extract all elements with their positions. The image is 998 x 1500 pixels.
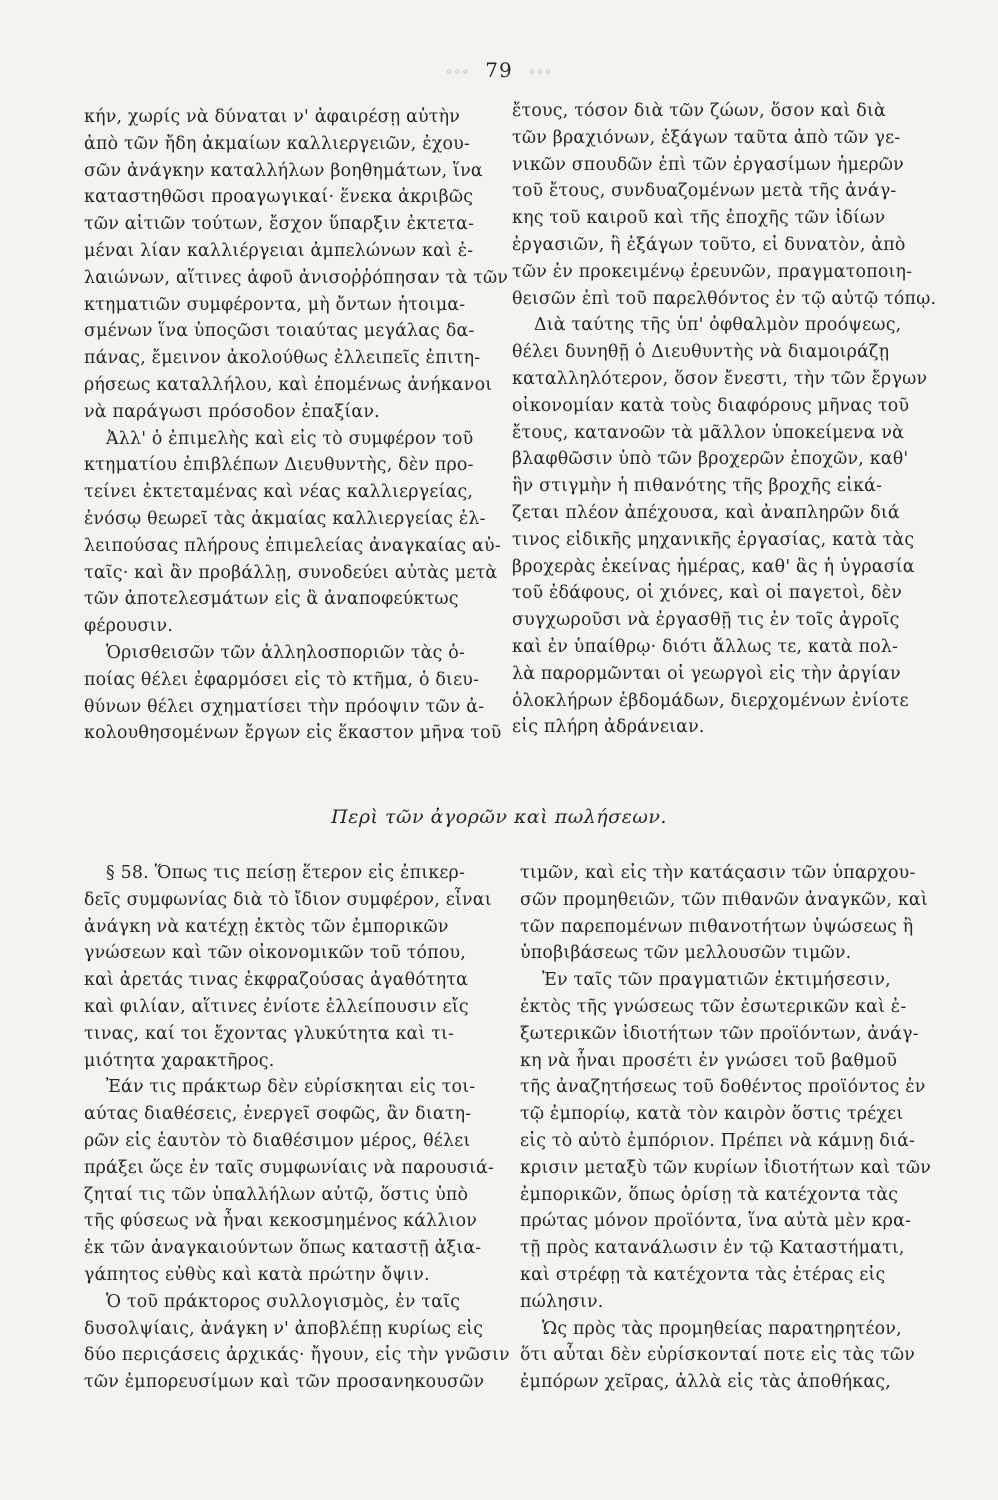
text-line: ἐργασιῶν, ἢ ἐξάγων τοῦτο, εἰ δυνατὸν, ἀπὸ <box>512 234 906 255</box>
text-line: τῶν παρεπομένων πιθανοτήτων ὑψώσεως ἢ <box>520 916 914 937</box>
text-line: σμένων ἵνα ὑποςῶσι τοιαύτας μεγάλας δα- <box>84 321 475 342</box>
page-number-value: 79 <box>485 58 513 82</box>
text-line: ζηταί τις τῶν ὑπαλλήλων αὐτῷ, ὅστις ὑπὸ <box>84 1184 469 1205</box>
text-line: ἀπὸ τῶν ἤδη ἀκμαίων καλλιεργειῶν, ἐχου- <box>84 133 470 154</box>
text-line: ἐμπορικῶν, ὅπως ὁρίσῃ τὰ κατέχοντα τὰς <box>520 1184 899 1205</box>
text-line: καὶ ἀρετάς τινας ἐκφραζούσας ἀγαθότητα <box>84 970 469 991</box>
text-line: μιότητα χαρακτῆρος. <box>84 1050 275 1071</box>
text-line: νικῶν σπουδῶν ἐπὶ τῶν ἐργασίμων ἡμερῶν <box>512 154 904 175</box>
text-line: λαιώνων, αἵτινες ἀφοῦ ἀνισοῤῥόπησαν τὰ τῶν <box>84 267 509 288</box>
text-line: καταστηθῶσι προαγωγικαί· ἕνεκα ἀκριβῶς <box>84 187 474 208</box>
text-line: πρώτας μόνον προϊόντα, ἵνα αὐτὰ μὲν κρα- <box>520 1211 912 1232</box>
text-line: τῆς φύσεως νὰ ἦναι κεκοσμημένος κάλλιον <box>84 1211 478 1232</box>
text-line: τοῦ ἔτους, συνδυαζομένων μετὰ τῆς ἀνάγ- <box>512 181 897 202</box>
text-line: Ὡς πρὸς τὰς προμηθείας παρατηρητέον, <box>542 1318 902 1339</box>
ornament-right-icon: ◦◦◦ <box>528 64 553 79</box>
text-line: Ὁρισθεισῶν τῶν ἀλληλοσποριῶν τὰς ὁ- <box>106 642 465 663</box>
text-line: τοῦ ἐδάφους, οἱ χιόνες, καὶ οἱ παγετοὶ, δὲν <box>512 583 903 604</box>
text-line: εἰς τὸ αὐτὸ ἐμπόριον. Πρέπει νὰ κάμνῃ διά- <box>520 1130 916 1151</box>
text-line: Ἐν ταῖς τῶν πραγματιῶν ἐκτιμήσεσιν, <box>542 970 891 991</box>
text-line: κήν, χωρίς νὰ δύναται ν' ἀφαιρέσῃ αὐτὴν <box>84 107 461 127</box>
text-line: τῆς ἀναζητήσεως τοῦ δοθέντος προϊόντος ἐν <box>520 1077 926 1098</box>
text-line: καὶ στρέφῃ τὰ κατέχοντα τὰς ἑτέρας εἰς <box>520 1264 886 1285</box>
text-line: συγχωροῦσι νὰ ἐργασθῇ τις ἐν τοῖς ἀγροῖς <box>512 610 900 631</box>
text-line: θεισῶν ἐπὶ τοῦ παρελθόντος ἐν τῷ αὐτῷ τόπῳ. <box>512 288 937 309</box>
text-line: βροχερὰς ἐκείνας ἡμέρας, καθ' ἃς ἡ ὑγρασία <box>512 556 915 577</box>
text-line: μέναι λίαν καλλιέργειαι ἀμπελώνων καὶ ἐ- <box>84 240 474 261</box>
text-line: σῶν ἀνάγκην καταλλήλων βοηθημάτων, ἵνα <box>84 160 483 181</box>
text-line: τινος εἰδικῆς μηχανικῆς ἐργασίας, κατὰ τὰς <box>512 529 915 550</box>
text-line: κολουθησομένων ἔργων εἰς ἕκαστον μῆνα τοῦ <box>84 723 502 744</box>
text-line: ἐκτὸς τῆς γνώσεως τῶν ἐσωτερικῶν καὶ ἐ- <box>520 996 907 1017</box>
text-line: ρήσεως καταλλήλου, καὶ ἐπομένως ἀνήκανοι <box>84 374 493 395</box>
bottom-left-column <box>84 860 510 1396</box>
text-line: γνώσεων καὶ τῶν οἰκονομικῶν τοῦ τόπου, <box>84 943 466 964</box>
text-line: τῇ πρὸς κατανάλωσιν ἐν τῷ Καταστήματι, <box>520 1238 905 1259</box>
text-line: ποίας θέλει ἐφαρμόσει εἰς τὸ κτῆμα, ὁ διευ- <box>84 669 480 690</box>
text-line: δύο περιςάσεις ἀρχικάς· ἤγουν, εἰς τὴν γνῶσιν <box>84 1345 510 1366</box>
top-left-column <box>84 104 509 747</box>
bottom-right-column <box>520 860 950 1396</box>
text-line: τῶν ἐμπορευσίμων καὶ τῶν προσανηκουσῶν <box>84 1372 485 1393</box>
text-line: αύτας διαθέσεις, ἐνεργεῖ σοφῶς, ἂν διατη- <box>84 1104 472 1125</box>
text-line: ἐκ τῶν ἀναγκαιούντων ὅπως καταστῇ ἀξια- <box>84 1238 482 1259</box>
text-line: καταλληλότερον, ὅσον ἔνεστι, τὴν τῶν ἔργων <box>512 368 928 389</box>
text-line: Διὰ ταύτης τῆς ὑπ' ὀφθαλμὸν προόψεως, <box>534 315 902 336</box>
text-line: ὅτι αὗται δὲν εὑρίσκονταί ποτε εἰς τὰς τῶν <box>520 1345 916 1366</box>
text-line: Ἐάν τις πράκτωρ δὲν εὑρίσκηται εἰς τοι- <box>106 1077 476 1098</box>
text-line: ἐμπόρων χεῖρας, ἀλλὰ εἰς τὰς ἀποθήκας, <box>520 1372 891 1393</box>
text-line: βλαφθῶσιν ὑπὸ τῶν βροχερῶν ἐποχῶν, καθ' <box>512 449 909 470</box>
text-line: καὶ ἐν ὑπαίθρῳ· διότι ἄλλως τε, κατὰ πολ- <box>512 636 899 657</box>
text-line: Ἀλλ' ὁ ἐπιμελὴς καὶ εἰς τὸ συμφέρον τοῦ <box>106 428 474 449</box>
text-line: δυσολψίαις, ἀνάγκη ν' ἀποβλέπῃ κυρίως εἰς <box>84 1318 484 1339</box>
text-line: θέλει δυνηθῇ ὁ Διευθυντὴς νὰ διαμοιράζῃ <box>512 342 890 363</box>
text-line: λὰ παρορμῶνται οἱ γεωργοὶ εἰς τὴν ἀργίαν <box>512 663 901 684</box>
text-line: οἰκονομίαν κατὰ τοὺς διαφόρους μῆνας τοῦ <box>512 395 910 416</box>
ornament-left-icon: ◦◦◦ <box>445 64 470 79</box>
text-line: ἀνάγκη νὰ κατέχῃ ἐκτὸς τῶν ἐμπορικῶν <box>84 916 449 937</box>
text-line: ταῖς· καὶ ἂν προβάλλῃ, συνοδεύει αὐτὰς μετὰ <box>84 562 498 583</box>
page-number <box>0 58 998 82</box>
text-line: ρῶν εἰς ἑαυτὸν τὸ διαθέσιμον μέρος, θέλει <box>84 1130 471 1151</box>
text-line: πάνας, ἔμεινον ἀκολούθως ἐλλειπεῖς ἐπιτη- <box>84 348 481 369</box>
text-line: τῷ ἐμπορίῳ, κατὰ τὸν καιρὸν ὅστις τρέχει <box>520 1104 904 1125</box>
text-line: νὰ παράγωσι πρόσοδον ἐπαξίαν. <box>84 401 380 422</box>
text-line: ἐνόσῳ θεωρεῖ τὰς ἀκμαίας καλλιεργείας ἐλ- <box>84 508 486 529</box>
text-line: ὁλοκλήρων ἑβδομάδων, διερχομένων ἐνίοτε <box>512 690 909 711</box>
text-line: τιμῶν, καὶ εἰς τὴν κατάςασιν τῶν ὑπαρχου- <box>520 863 916 883</box>
text-line: ξωτερικῶν ἰδιοτήτων τῶν προϊόντων, ἀνάγ- <box>520 1023 919 1044</box>
section-heading: Περὶ τῶν ἀγορῶν καὶ πωλήσεων. <box>331 806 667 828</box>
top-right-column <box>512 98 942 741</box>
text-line: ἣν στιγμὴν ἡ πιθανότης τῆς βροχῆς εἰκά- <box>512 476 883 497</box>
text-line: ἔτους, κατανοῶν τὰ μᾶλλον ὑποκείμενα νὰ <box>512 422 905 443</box>
text-line: γάπητος εὐθὺς καὶ κατὰ πρώτην ὄψιν. <box>84 1264 430 1285</box>
text-line: τῶν βραχιόνων, ἐξάγων ταῦτα ἀπὸ τῶν γε- <box>512 127 901 148</box>
text-line: τείνει ἐκτεταμένας καὶ νέας καλλιεργείας, <box>84 482 474 503</box>
text-line: τῶν αἰτιῶν τούτων, ἔσχον ὕπαρξιν ἐκτετα- <box>84 214 475 235</box>
text-line: φέρουσιν. <box>84 616 174 637</box>
text-line: ἔτους, τόσον διὰ τῶν ζώων, ὅσον καὶ διὰ <box>512 101 886 121</box>
text-line: λειπούσας πλήρους ἐπιμελείας ἀναγκαίας αὐ- <box>84 535 501 556</box>
text-line: σῶν προμηθειῶν, τῶν πιθανῶν ἀναγκῶν, καὶ <box>520 889 928 910</box>
text-line: ὑποβιβάσεως τῶν μελλουσῶν τιμῶν. <box>520 943 852 964</box>
text-line: κτηματιῶν συμφέροντα, μὴ ὄντων ἡτοιμα- <box>84 294 466 315</box>
text-line: θύνων θέλει σχηματίσει τὴν πρόοψιν τῶν ἀ- <box>84 696 485 717</box>
text-line: κης τοῦ καιροῦ καὶ τῆς ἐποχῆς τῶν ἰδίων <box>512 208 886 229</box>
text-line: τῶν ἐν προκειμένῳ ἐρευνῶν, πραγματοποιη- <box>512 261 913 282</box>
text-line: πώλησιν. <box>520 1291 604 1312</box>
text-line: § 58. Ὅπως τις πείσῃ ἕτερον εἰς ἐπικερ- <box>106 863 466 883</box>
text-line: ζεται πλέον ἀπέχουσα, καὶ ἀναπληρῶν διά <box>512 502 900 523</box>
text-line: εἰς πλήρη ἀδράνειαν. <box>512 717 705 738</box>
text-line: πράξει ὥςε ἐν ταῖς συμφωνίαις νὰ παρουσιά- <box>84 1157 494 1178</box>
text-line: καὶ φιλίαν, αἵτινες ἐνίοτε ἐλλείπουσιν εἴς <box>84 996 469 1017</box>
text-line: Ὁ τοῦ πράκτορος συλλογισμὸς, ἐν ταῖς <box>106 1291 461 1312</box>
text-line: κρισιν μεταξὺ τῶν κυρίων ἰδιοτήτων καὶ τῶν <box>520 1157 931 1178</box>
text-line: δεῖς συμφωνίας διὰ τὸ ἴδιον συμφέρον, εἶναι <box>84 889 492 910</box>
text-line: τινας, καί τοι ἔχοντας γλυκύτητα καὶ τι- <box>84 1023 455 1044</box>
text-line: κτηματίου ἐπιβλέπων Διευθυντὴς, δὲν προ- <box>84 455 474 476</box>
text-line: τῶν ἀποτελεσμάτων εἰς ἃ ἀναποφεύκτως <box>84 589 459 610</box>
text-line: κη νὰ ἦναι προσέτι ἐν γνώσει τοῦ βαθμοῦ <box>520 1050 898 1071</box>
